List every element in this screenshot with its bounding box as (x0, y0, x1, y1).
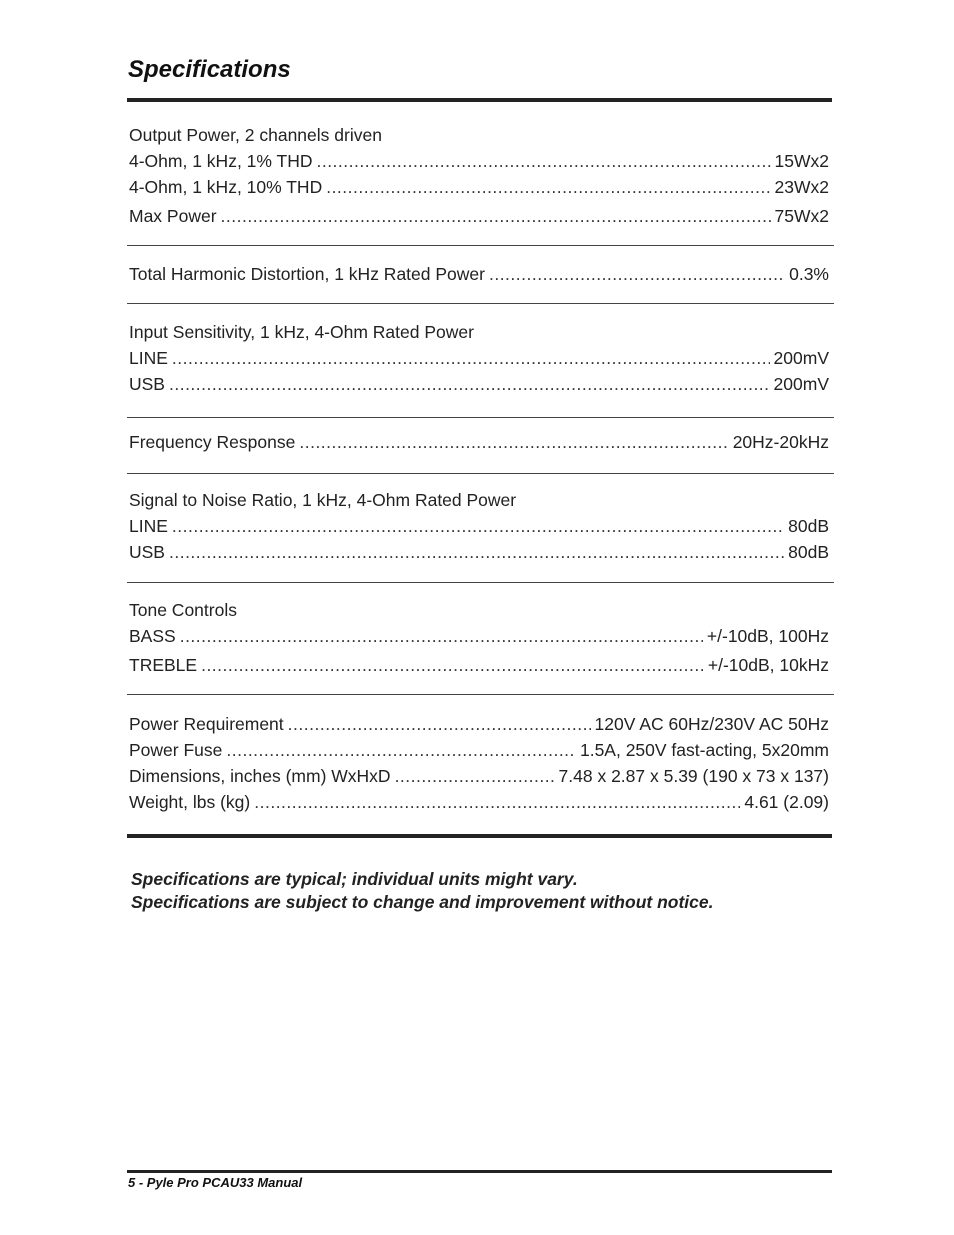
dot-leader (226, 739, 576, 761)
spec-row (129, 431, 829, 453)
input-sensitivity-heading: Input Sensitivity, 1 kHz, 4-Ohm Rated Power (129, 322, 474, 342)
page-footer: 5 - Pyle Pro PCAU33 Manual (128, 1175, 303, 1190)
spec-row (129, 176, 829, 198)
spec-label: Max Power (129, 206, 217, 226)
dot-leader (316, 150, 770, 172)
dot-leader (172, 515, 784, 537)
spec-value: 4.61 (2.09) (744, 792, 829, 812)
spec-row (129, 541, 829, 563)
spec-value: 1.5A, 250V fast-acting, 5x20mm (579, 740, 829, 760)
spec-label: LINE (129, 348, 168, 368)
spec-label: 4-Ohm, 1 kHz, 10% THD (129, 177, 323, 197)
spec-label: USB (129, 374, 165, 394)
spec-label: BASS (129, 626, 176, 646)
footer-divider (127, 1170, 832, 1173)
spec-value: 80dB (788, 516, 829, 536)
dot-leader (299, 431, 728, 453)
tone-controls-heading: Tone Controls (129, 600, 237, 620)
spec-label: Power Requirement (129, 714, 284, 734)
spec-row (129, 713, 829, 735)
spec-label: Frequency Response (129, 432, 296, 452)
spec-row (129, 765, 829, 787)
spec-value: +/-10dB, 100Hz (706, 626, 829, 646)
dot-leader (254, 791, 740, 813)
dot-leader (172, 347, 770, 369)
dot-leader (288, 713, 591, 735)
dot-leader (221, 205, 771, 227)
section-divider (127, 694, 834, 695)
spec-value: 75Wx2 (774, 206, 829, 226)
dot-leader (201, 654, 704, 676)
spec-row (129, 373, 829, 395)
spec-row (129, 625, 829, 647)
spec-row (129, 739, 829, 761)
section-divider (127, 303, 834, 304)
spec-label: LINE (129, 516, 168, 536)
section-divider (127, 245, 834, 246)
spec-row (129, 654, 829, 676)
snr-heading: Signal to Noise Ratio, 1 kHz, 4-Ohm Rated Power (129, 490, 517, 510)
section-divider (127, 582, 834, 583)
dot-leader (169, 541, 784, 563)
spec-row (129, 791, 829, 813)
spec-value: 20Hz-20kHz (732, 432, 829, 452)
spec-value: 7.48 x 2.87 x 5.39 (190 x 73 x 137) (558, 766, 829, 786)
dot-leader (395, 765, 555, 787)
spec-value: 15Wx2 (774, 151, 829, 171)
dot-leader (489, 263, 785, 285)
spec-value: 23Wx2 (774, 177, 829, 197)
dot-leader (180, 625, 703, 647)
spec-row (129, 347, 829, 369)
spec-value: 120V AC 60Hz/230V AC 50Hz (594, 714, 829, 734)
spec-label: Dimensions, inches (mm) WxHxD (129, 766, 391, 786)
title-divider (127, 98, 832, 102)
spec-label: USB (129, 542, 165, 562)
section-divider (127, 473, 834, 474)
spec-label: Total Harmonic Distortion, 1 kHz Rated Power (129, 264, 485, 284)
disclaimer-notes (131, 868, 713, 914)
section-divider (127, 417, 834, 418)
dot-leader (326, 176, 770, 198)
specs-bottom-divider (127, 834, 832, 838)
output-power-heading: Output Power, 2 channels driven (129, 125, 382, 145)
spec-value: 0.3% (789, 264, 829, 284)
spec-row (129, 205, 829, 227)
disclaimer-line: Specifications are typical; individual units might vary. (131, 869, 578, 889)
spec-value: 200mV (773, 348, 829, 368)
disclaimer-line: Specifications are subject to change and improvement without notice. (131, 892, 714, 912)
dot-leader (169, 373, 770, 395)
spec-row (129, 263, 829, 285)
spec-value: +/-10dB, 10kHz (707, 655, 829, 675)
spec-row (129, 150, 829, 172)
page-title: Specifications (128, 56, 291, 83)
spec-label: Power Fuse (129, 740, 223, 760)
spec-row (129, 515, 829, 537)
spec-label: TREBLE (129, 655, 198, 675)
spec-label: Weight, lbs (kg) (129, 792, 251, 812)
spec-label: 4-Ohm, 1 kHz, 1% THD (129, 151, 313, 171)
spec-value: 200mV (773, 374, 829, 394)
spec-value: 80dB (788, 542, 829, 562)
